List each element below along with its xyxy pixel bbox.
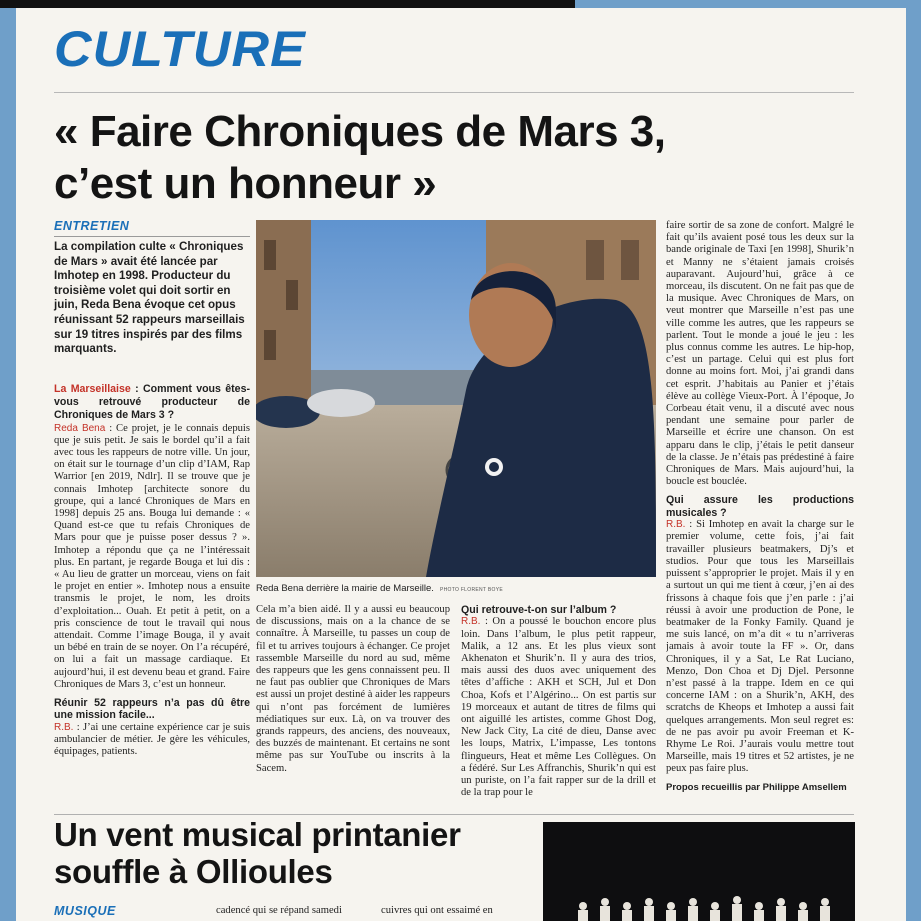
question-3: Qui retrouve-t-on sur l’album ? xyxy=(461,604,617,616)
article-signature: Propos recueillis par Philippe Amsellem xyxy=(666,781,847,793)
photo-orchestra xyxy=(543,822,855,921)
caption-text: Reda Bena derrière la mairie de Marseille. xyxy=(256,583,434,594)
answer-2 xyxy=(54,722,250,759)
kicker-rule xyxy=(54,236,250,237)
answer-label: R.B. xyxy=(461,616,481,628)
divider xyxy=(54,814,854,815)
headline-line-2: c’est un honneur » xyxy=(54,159,437,208)
answer-1 xyxy=(54,423,250,691)
article-2-text-b: cuivres qui ont essaimé en xyxy=(381,905,493,916)
article-lead: La compilation culte « Chroniques de Mars » avait été lancée par Imhotep en 1998. Producteur du troisième volet qui doit sortir en juin, Reda Bena évoque cet opus réunissant 52 rappeurs marseillais sur 19 titres inspirés par des films marquants. xyxy=(54,240,245,356)
question-1 xyxy=(54,383,250,423)
headline-line-1: « Faire Chroniques de Mars 3, xyxy=(54,107,666,156)
photo-credit: PHOTO FLORENT BOYE xyxy=(439,587,503,593)
answer-3 xyxy=(461,616,656,799)
article-2-text-a: cadencé qui se répand samedi xyxy=(216,905,342,916)
article-photo xyxy=(256,220,656,577)
article-2-headline xyxy=(54,816,534,890)
answer-label: R.B. xyxy=(666,519,686,531)
answer-2-text: : J’ai une certaine expérience car je suis ambulancier de métier. Je gère les véhicules, équipages, patients. xyxy=(54,721,250,758)
question-4: Qui assure les productions musicales ? xyxy=(666,494,854,519)
question-1-text: : Comment vous êtes-vous retrouvé producteur de Chroniques de Mars 3 ? xyxy=(54,383,250,422)
answer-1-text: : Ce projet, je le connais depuis que je suis petit. Je sais le bordel qu’il a fait avec tous les rappeurs de notre ville. Un jour, on était sur le tournage d’un clip d’IAM, Rap Warrior [en 2019, Ndlr]. Il se trouve que je connais Imhotep [architecte sonore du groupe, qui a lancé Chroniques de Mars en 1998] depuis 25 ans. Bouga lui demande : « Quand est-ce que tu refais Chroniques de Mars pour que je puisse poser dessus ? ». Imhotep a répondu que ça ne l’intéressait plus. En partant, je regarde Bouga et lui dis : « Au lieu de gratter un morceau, viens on fait le projet en entier ». Imhotep nous a ensuite transmis le projet, le nom, les droits d’exploitation... Ouah. Et petit à petit, on a pris conscience de tout le travail qui nous attendait. Comme l’image Bouga, il y avait un bébé en train de se noyer. On l’a récupéré, on lui a fait un massage cardiaque. Et aujourd’hui, il est devenu beau et grand. Faire Chroniques de Mars 3, c’est un honneur. xyxy=(54,422,250,690)
article-headline xyxy=(54,106,854,210)
interviewer-label: La Marseillaise xyxy=(54,383,131,395)
text-column-1 xyxy=(54,383,250,803)
answer-4 xyxy=(666,519,854,775)
article-2-kicker: MUSIQUE xyxy=(54,904,116,918)
text-column-3 xyxy=(461,604,656,804)
question-2: Réunir 52 rappeurs n’a pas dû être une mission facile... xyxy=(54,697,250,722)
text-column-4 xyxy=(666,220,854,805)
column-2-text: Cela m’a bien aidé. Il y a aussi eu beaucoup de discussions, mais on a la chance de se connaître. À Marseille, tu passes un coup de fil et tu arrives toujours à échanger. Ce projet rassemble Marseille du nord au sud, même des rappeurs que les gens connaissent peu. Il ne faut pas oublier que Chroniques de Mars est aussi un projet destiné à aider les rappeurs qui n’ont pas forcément de lumières médiatiques sur eux. Là, on va trouver des grands rappeurs, des anciens, des nouveaux, des buzzés de maintenant. Et certains ne sont même pas sur YouTube ou inscrits à la Sacem. xyxy=(256,604,450,774)
top-black-bar xyxy=(0,0,575,8)
answer-3-text: : On a poussé le bouchon encore plus loin. Dans l’album, le plus petit rappeur, Malik, a 12 ans. Et les plus vieux sont Akhenaton et Shurik’n. Il y aura des trios, mais aussi des duos avec uniquement des têtes d’affiche : AKH et SCH, Jul et Don Choa, Kofs et l’Algérino... On est partis sur 19 morceaux et autant de titres de films qui ont aiguillé les artistes, comme Ghost Dog, New Jack City, La cité de dieu, Danse avec les loups, Matrix, L’impasse, Les tontons flingueurs, Heat et même Les Collègues. On a fédéré. Sur Les Affranchis, Shurik’n qui est un puriste, on l’a fait rapper sur de la drill et de la trap pour le xyxy=(461,616,656,799)
article-kicker: ENTRETIEN xyxy=(54,219,130,233)
answer-label: Reda Bena xyxy=(54,422,106,434)
photo-reda-bena xyxy=(256,220,656,577)
text-column-2 xyxy=(256,604,450,804)
headline-2-line-2: souffle à Ollioules xyxy=(54,853,333,890)
article-2-photo xyxy=(543,822,855,921)
column-4-text: faire sortir de sa zone de confort. Malgré le fait qu’ils avaient posé tous les deux sur la bande originale de Taxi [en 1998], Shurik’n et Manny ne s’étaient jamais croisés auparavant. Aujourd’hui, grâce à ce morceau, ils discutent. On ne fait pas que de la musique. Avec Chroniques de Mars, on veut montrer que Marseille n’est pas une ville comme les autres, que les rappeurs se parlent. Tout le monde a joué le jeu : les plus connus comme les autres. Le hip-hop, c’est un partage. Celui qui est plus fort donne au moins fort. Moi, j’ai grandi dans cet esprit. J’habitais au Panier et j’étais élève au collège Vieux-Port. À l’époque, Jo Corbeau était venu, il a discuté avec nous pendant une semaine pour parler de Marseille et écrire une chanson. On est apparu dans le clip, j’étais le petit danseur de la classe. Je n’étais pas prédestiné à faire Chroniques de Mars. Mais aujourd’hui, la boucle est bouclée. xyxy=(666,220,854,488)
answer-label: R.B. xyxy=(54,721,74,733)
headline-2-line-1: Un vent musical printanier xyxy=(54,816,461,853)
divider xyxy=(54,92,854,93)
newspaper-page xyxy=(16,8,906,921)
photo-caption xyxy=(256,583,656,594)
answer-4-text: : Si Imhotep en avait la charge sur le premier volume, cette fois, j’ai fait travailler plusieurs beatmakers, Dj’s et studios. Pour que tous les Marseillais puissent s’approprier le projet. Mais il y en a surtout un qui me tient à cœur, j’en ai des frissons à chaque fois que j’en parle : j’ai réussi à avoir une production de Pone, le beatmaker de la Fonky Family. Quand je me suis lancé, on m’a dit « tu n’arriveras jamais à avoir toute la FF ». Or, dans Chroniques, il y a Sat, Le Rat Luciano, Menzo, Don Choa et Dj Djel. Personne n’est passé à la trappe. Idem en ce qui concerne IAM : on a Shurik’n, AKH, des scratchs de Kheops et Imhotep a aussi fait quelques arrangements. Mon seul regret es: de ne pas avoir pu avoir Freeman et K-Rhyme Le Roi. J’aurais voulu mettre tout Marseille, mais 19 titres et 52 artistes, je ne peux pas faire plus. xyxy=(666,519,854,775)
section-title: CULTURE xyxy=(54,21,306,77)
